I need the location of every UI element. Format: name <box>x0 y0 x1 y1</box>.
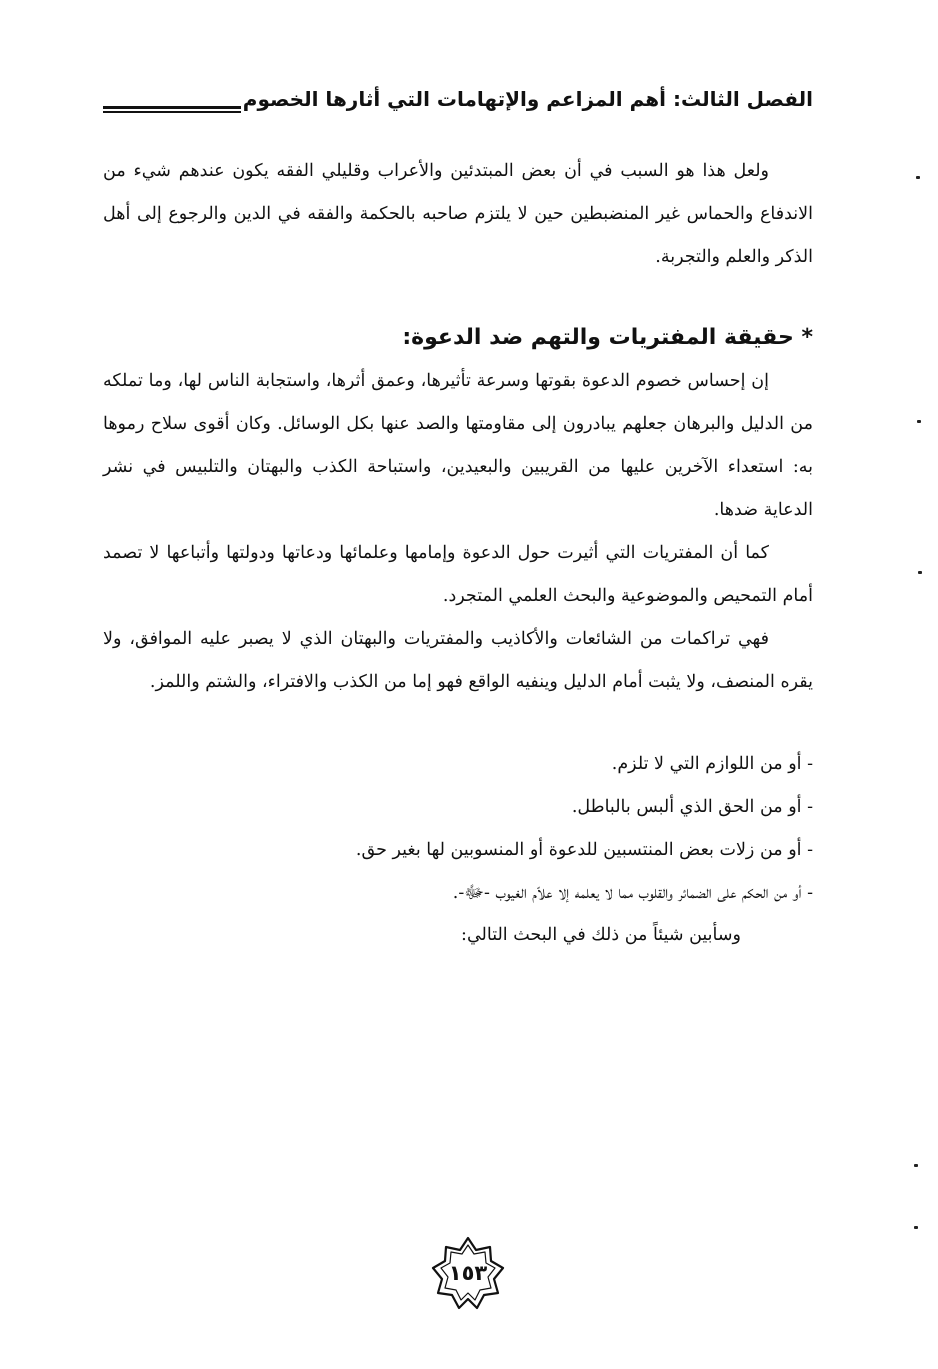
scan-speck <box>914 1164 918 1167</box>
list-item: - أو من زلات بعض المنتسبين للدعوة أو المنسوبين لها بغير حق. <box>355 840 813 860</box>
intro-paragraph-block <box>103 150 813 279</box>
section-body <box>103 360 813 704</box>
chapter-title: الفصل الثالث: أهم المزاعم والإتهامات التي أثارها الخصوم <box>242 87 813 111</box>
list-item: - أو من الحق الذي ألبس بالباطل. <box>571 797 813 817</box>
page-number: ١٥٣ <box>448 1261 488 1285</box>
section-heading: * حقيقة المفتريات والتهم ضد الدعوة: <box>402 325 813 350</box>
section-paragraph-2: كما أن المفتريات التي أثيرت حول الدعوة وإمامها وعلمائها ودعاتها ودولتها وأتباعها لا تصمد أمام التمحيص والموضوعية والبحث العلمي المتجرد. <box>103 543 813 606</box>
section-paragraph-3: فهي تراكمات من الشائعات والأكاذيب والمفتريات والبهتان الذي لا يصبر عليه الموافق، ولا يقره المنصف، ولا يثبت أمام الدليل وينفيه الواقع فهو إما من الكذب والافتراء، والشتم واللمز. <box>103 629 813 692</box>
closing-line: وسأبين شيئاً من ذلك في البحث التالي: <box>461 925 741 945</box>
scan-speck <box>917 420 921 423</box>
scan-speck <box>918 571 922 574</box>
claims-list <box>103 743 813 915</box>
page-number-ornament <box>431 1236 505 1310</box>
section-paragraph-1: إن إحساس خصوم الدعوة بقوتها وسرعة تأثيرها، وعمق أثرها، واستجابة الناس لها، وما تملكه من الدليل والبرهان جعلهم يبادرون إلى مقاومتها والصد عنها بكل الوسائل. وكان أقوى سلاح رموها به: استعداء الآخرين عليها من القريبين والبعيدين، واستباحة الكذب والبهتان والتلبيس في نشر الدعاية ضدها. <box>103 371 813 520</box>
running-header <box>103 78 813 118</box>
list-item: - أو من الحكم على الضمائر والقلوب مما لا يعلمه إلا علاّم الغيوب -ﷻ-. <box>452 883 813 903</box>
header-rule-thin-line <box>103 111 241 113</box>
intro-paragraph: ولعل هذا هو السبب في أن بعض المبتدئين والأعراب وقليلي الفقه يكون عندهم شيء من الاندفاع والحماس غير المنضبطين حين لا يلتزم صاحبه بالحكمة والفقه في الدين والرجوع إلى أهل الذكر والعلم والتجربة. <box>103 161 813 267</box>
header-rule <box>103 84 241 118</box>
list-item: - أو من اللوازم التي لا تلزم. <box>611 754 813 774</box>
scan-speck <box>916 176 920 179</box>
header-rule-thick-line <box>103 106 241 109</box>
scan-speck <box>914 1226 918 1229</box>
